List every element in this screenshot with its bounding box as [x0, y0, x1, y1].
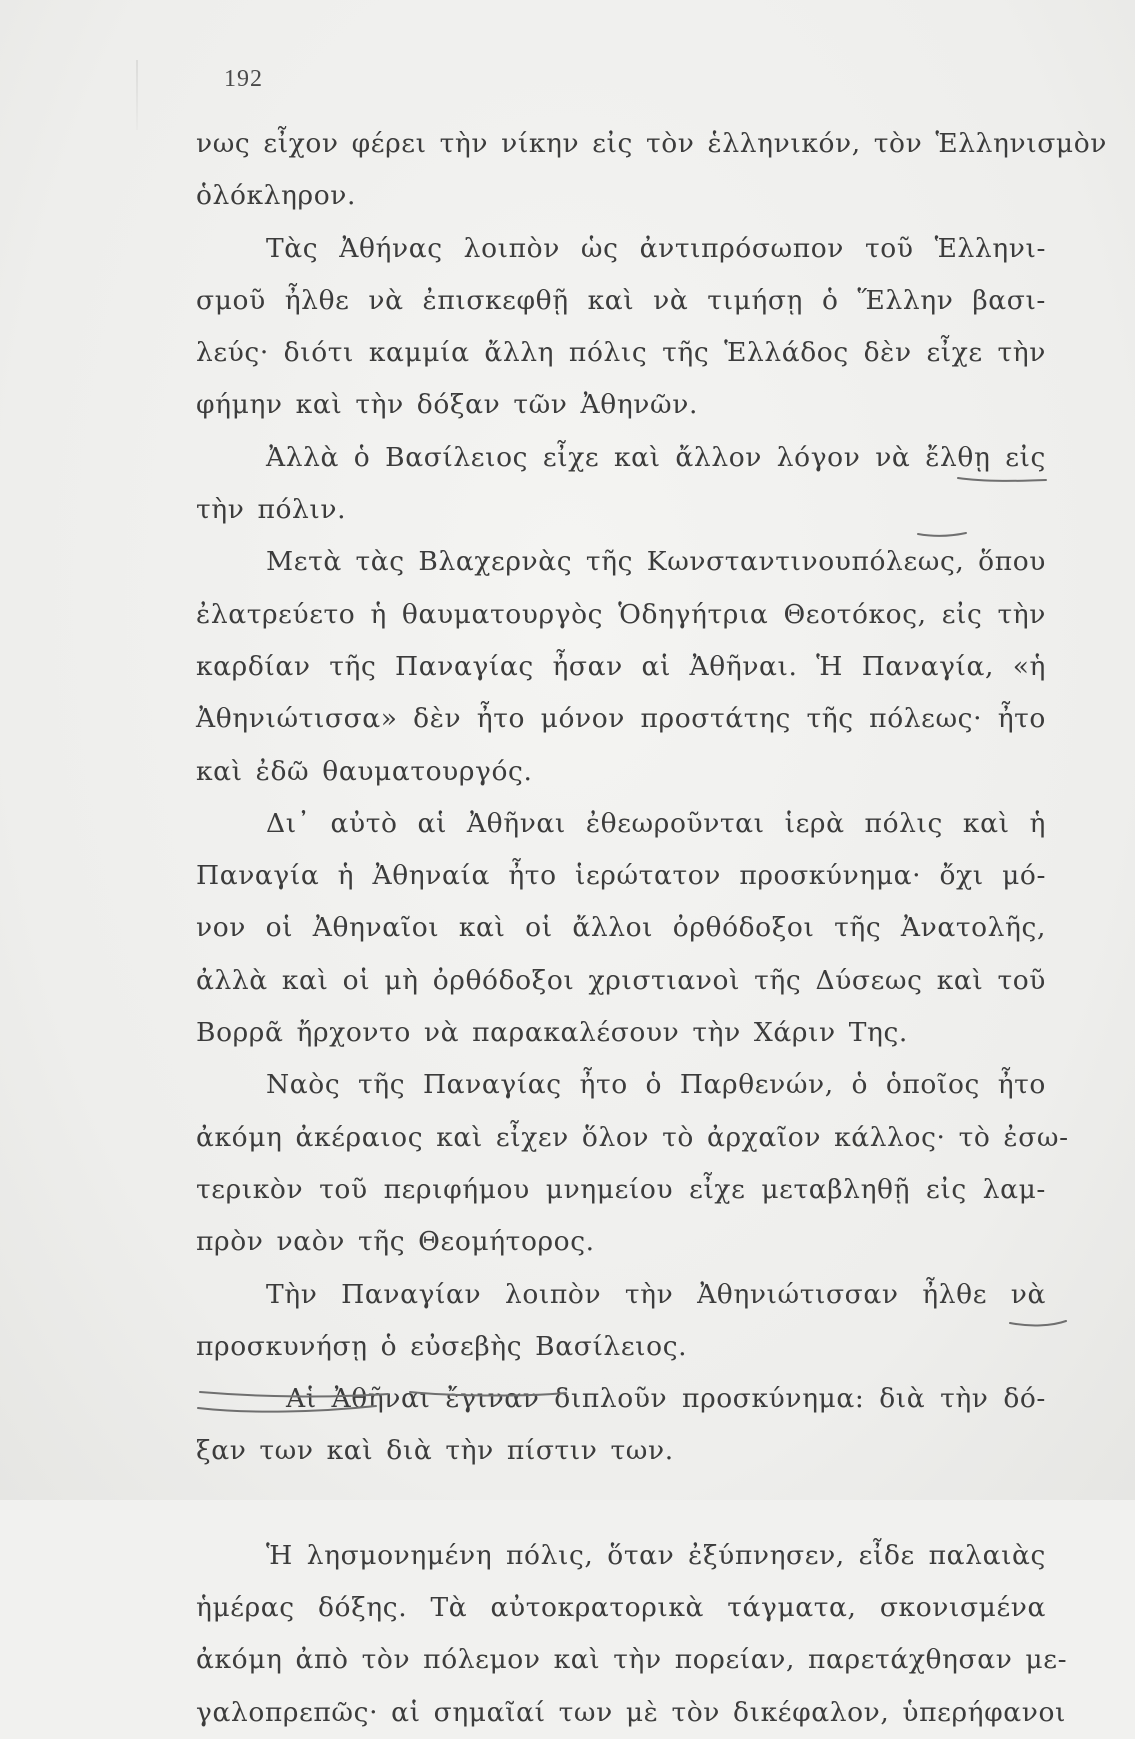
page-number: 192 — [224, 66, 263, 92]
margin-mark — [136, 60, 138, 130]
text-line: Ναὸς τῆς Παναγίας ἦτο ὁ Παρθενών, ὁ ὁποῖος ἦτο — [266, 1069, 1046, 1101]
text-line: φήμην καὶ τὴν δόξαν τῶν Ἀθηνῶν. — [196, 389, 698, 421]
text-line: Ἀλλὰ ὁ Βασίλειος εἶχε καὶ ἄλλον λόγον νὰ ἔλθῃ εἰς — [266, 441, 1046, 473]
text-line: Ἡ λησμονημένη πόλις, ὅταν ἐξύπνησεν, εἶδε παλαιὰς — [266, 1539, 1046, 1571]
text-line: ἀλλὰ καὶ οἱ μὴ ὀρθόδοξοι χριστιανοὶ τῆς Δύσεως καὶ τοῦ — [196, 964, 1046, 996]
text-line: τὴν πόλιν. — [196, 494, 347, 526]
text-line: σμοῦ ἦλθε νὰ ἐπισκεφθῇ καὶ νὰ τιμήσῃ ὁ Ἕλλην βασι- — [196, 284, 1046, 316]
text-line: καὶ ἐδῶ θαυματουργός. — [196, 755, 533, 787]
text-line: λεύς· διότι καμμία ἄλλη πόλις τῆς Ἑλλάδος δὲν εἶχε τὴν — [196, 337, 1046, 369]
text-line: πρὸν ναὸν τῆς Θεομήτορος. — [196, 1226, 595, 1258]
text-line: ἀκόμη ἀκέραιος καὶ εἶχεν ὅλον τὸ ἀρχαῖον κάλλος· τὸ ἐσω- — [196, 1121, 1069, 1153]
text-line: Μετὰ τὰς Βλαχερνὰς τῆς Κωνσταντινουπόλεως, ὅπου — [266, 546, 1046, 578]
text-line: καρδίαν τῆς Παναγίας ἦσαν αἱ Ἀθῆναι. Ἡ Παναγία, «ἡ — [196, 650, 1046, 682]
text-line: νως εἶχον φέρει τὴν νίκην εἰς τὸν ἑλληνικόν, τὸν Ἑλληνισμὸν — [196, 128, 1107, 159]
text-line: προσκυνήσῃ ὁ εὐσεβὴς Βασίλειος. — [196, 1330, 688, 1362]
text-line: ἀκόμη ἀπὸ τὸν πόλεμον καὶ τὴν πορείαν, παρετάχθησαν με- — [196, 1644, 1068, 1676]
text-line: Παναγία ἡ Ἀθηναία ἦτο ἱερώτατον προσκύνημα· ὄχι μό- — [196, 860, 1046, 892]
text-line: Ἀθηνιώτισσα» δὲν ἦτο μόνον προστάτης τῆς πόλεως· ἦτο — [196, 703, 1046, 735]
text-line: ἐλατρεύετο ἡ θαυματουργὸς Ὁδηγήτρια Θεοτόκος, εἰς τὴν — [196, 598, 1046, 630]
text-line: Τὴν Παναγίαν λοιπὸν τὴν Ἀθηνιώτισσαν ἦλθε νὰ — [266, 1278, 1046, 1310]
text-line: ὁλόκληρον. — [196, 180, 357, 212]
text-line: ξαν των καὶ διὰ τὴν πίστιν των. — [196, 1435, 674, 1467]
section-break — [196, 1478, 1046, 1530]
text-line: γαλοπρεπῶς· αἱ σημαῖαί των μὲ τὸν δικέφαλον, ὑπερήφανοι — [196, 1696, 1067, 1728]
text-line: ἡμέρας δόξης. Τὰ αὐτοκρατορικὰ τάγματα, σκονισμένα — [196, 1592, 1046, 1624]
text-line: Αἱ Ἀθῆναι ἔγιναν διπλοῦν προσκύνημα: διὰ τὴν δό- — [286, 1383, 1046, 1415]
text-line: νον οἱ Ἀθηναῖοι καὶ οἱ ἄλλοι ὀρθόδοξοι τῆς Ἀνατολῆς, — [196, 912, 1046, 944]
body-text — [196, 118, 1107, 1739]
text-line: Βορρᾶ ἤρχοντο νὰ παρακαλέσουν τὴν Χάριν Της. — [196, 1017, 908, 1049]
text-line: τερικὸν τοῦ περιφήμου μνημείου εἶχε μεταβληθῇ εἰς λαμ- — [196, 1173, 1046, 1205]
text-line: Δι᾽ αὐτὸ αἱ Ἀθῆναι ἐθεωροῦνται ἱερὰ πόλις καὶ ἡ — [266, 807, 1046, 839]
text-line: Τὰς Ἀθήνας λοιπὸν ὡς ἀντιπρόσωπον τοῦ Ἑλληνι- — [266, 232, 1046, 264]
